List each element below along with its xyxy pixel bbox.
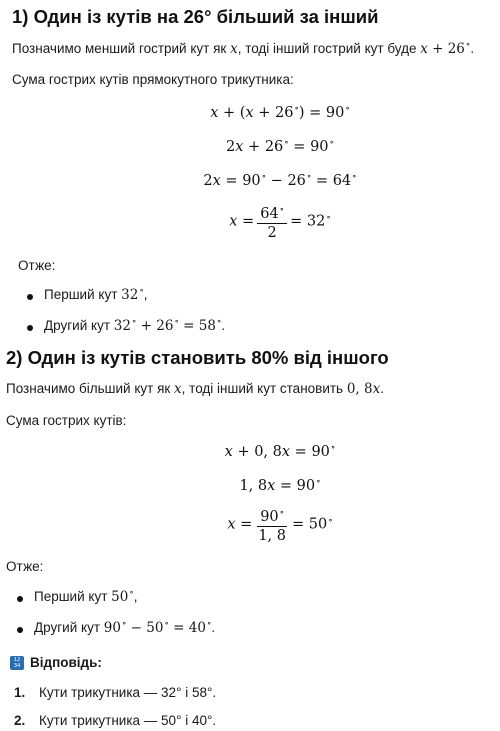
s2-equation-3: x = $\frac{90^\circ}{1, 8}$ = 50∘: [0, 505, 500, 544]
bullet-dot: [27, 294, 33, 300]
section2-sum-label: Сума гострих кутів:: [6, 413, 127, 428]
var-x: x: [174, 381, 182, 397]
section1-heading: 1) Один із кутів на 26° більший за інший: [12, 6, 379, 27]
s2-equation-1: x + 0, 8x = 90∘: [224, 443, 336, 460]
section1-intro: Позначимо менший гострий кут як x, тоді інший гострий кут буде x + 26∘.: [12, 40, 475, 57]
var-x: x: [230, 41, 238, 57]
expr-x-plus-26: x + 26∘: [420, 40, 471, 57]
answer-item: 1. Кути трикутника — 32° і 58°.: [14, 685, 217, 700]
section1-therefore: Отже:: [18, 258, 56, 273]
answer-title: Відповідь:: [30, 655, 102, 670]
s1-equation-1: x + (x + 26∘) = 90∘: [210, 104, 350, 121]
answer-header: [10, 655, 102, 670]
bullet-dot: [27, 325, 33, 331]
s1-equation-3: 2x = 90∘ − 26∘ = 64∘: [203, 172, 357, 189]
expr-0-8x: 0, 8x: [346, 381, 381, 397]
bullet-dot: [17, 627, 23, 633]
bullet-dot: [17, 596, 23, 602]
numbers-icon: 12 34: [10, 656, 24, 670]
s2-bullet-2: Другий кут 90∘ − 50∘ = 40∘.: [34, 619, 216, 636]
section2-heading: 2) Один із кутів становить 80% від іншого: [6, 347, 389, 368]
s1-equation-4: x = $\frac{64^\circ}{2}$ = 32∘: [0, 202, 500, 241]
section2-therefore: Отже:: [6, 559, 44, 574]
section1-sum-label: Сума гострих кутів прямокутного трикутника:: [12, 72, 294, 87]
section2-intro: Позначимо більший кут як x, тоді інший кут становить 0, 8x.: [6, 381, 384, 397]
s1-equation-2: 2x + 26∘ = 90∘: [226, 138, 334, 155]
s2-bullet-1: Перший кут 50∘,: [34, 588, 138, 605]
s1-bullet-1: Перший кут 32∘,: [44, 286, 148, 303]
s1-bullet-2: Другий кут 32∘ + 26∘ = 58∘.: [44, 317, 226, 334]
s2-equation-2: 1, 8x = 90∘: [239, 477, 321, 494]
answer-item: 2. Кути трикутника — 50° і 40°.: [14, 713, 217, 728]
